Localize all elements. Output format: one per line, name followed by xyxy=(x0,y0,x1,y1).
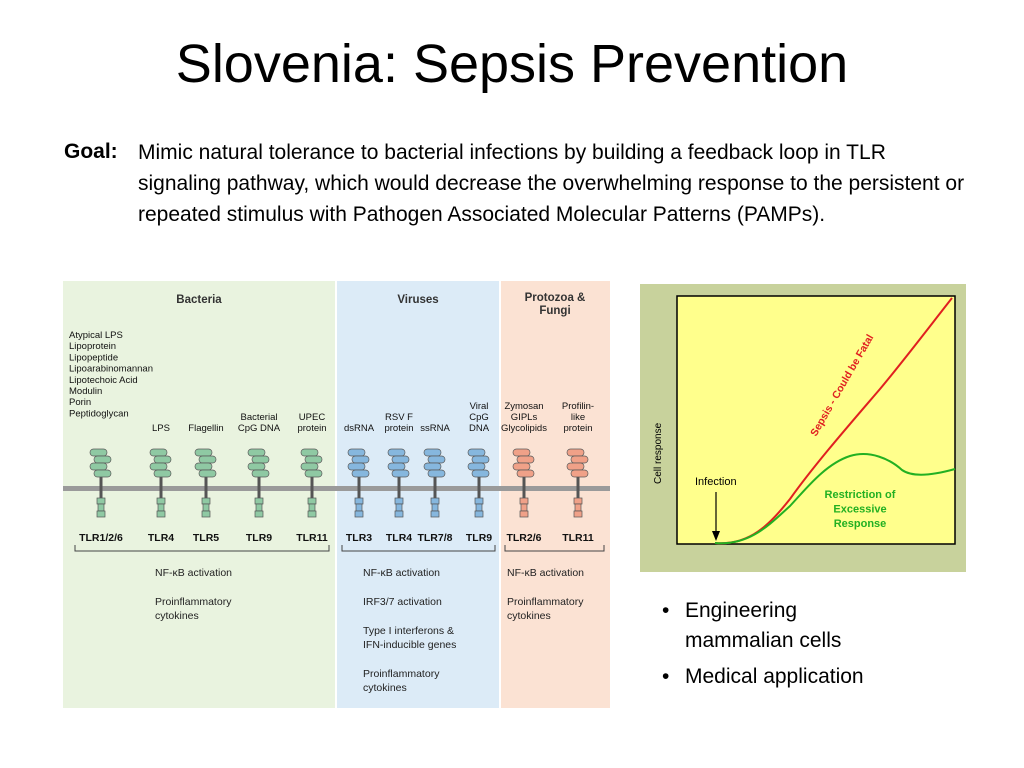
outcome-label: NF-κB activation xyxy=(363,567,441,579)
ligand-label: ssRNA xyxy=(420,423,450,434)
receptor-label: TLR11 xyxy=(562,532,594,544)
ligand-label: Flagellin xyxy=(188,423,224,434)
restriction-label-line: Response xyxy=(833,518,887,530)
membrane xyxy=(63,486,610,491)
ligand-list: Atypical LPS Lipoprotein Lipopeptide Lipoarabinomannan Lipotechoic Acid Modulin Porin Peptidoglycan xyxy=(69,330,153,420)
group-title: Protozoa & Fungi xyxy=(524,292,586,317)
outcome-label: Proinflammatory cytokines xyxy=(507,596,584,622)
receptor-label: TLR3 xyxy=(345,532,373,544)
bullet-text: Medical application xyxy=(685,665,864,688)
receptor-label: TLR9 xyxy=(465,532,493,544)
ligand-label: UPEC protein xyxy=(297,412,327,434)
sepsis-label: Sepsis - Could be Fatal xyxy=(808,332,877,439)
receptor-label: TLR1/2/6 xyxy=(79,532,123,544)
outcome-label: Proinflammatory cytokines xyxy=(155,596,232,622)
y-axis-label: Cell response xyxy=(653,422,664,484)
restriction-label xyxy=(825,489,896,530)
cell-response-chart xyxy=(640,284,966,572)
bullet-item xyxy=(662,662,1002,692)
receptor-label: TLR4 xyxy=(385,532,413,544)
ligand-label: dsRNA xyxy=(343,423,375,434)
outcome-label: Type I interferons & IFN-inducible genes xyxy=(363,625,457,651)
ligand-label: Bacterial CpG DNA xyxy=(237,412,281,434)
group-title: Viruses xyxy=(397,294,439,306)
ligand-label: Viral CpG DNA xyxy=(468,401,490,434)
restriction-label-line: Restriction of xyxy=(824,489,896,501)
infection-label: Infection xyxy=(695,476,737,488)
outcome-label: NF-κB activation xyxy=(507,567,585,579)
receptor-label: TLR2/6 xyxy=(506,532,542,544)
bullet-item xyxy=(662,596,1002,656)
outcome-label: Proinflammatory cytokines xyxy=(363,668,440,694)
receptor-label: TLR9 xyxy=(245,532,273,544)
goal-label: Goal: xyxy=(64,140,118,163)
tlr-pathway-diagram xyxy=(63,281,610,708)
receptor-label: TLR5 xyxy=(192,532,220,544)
slide-title: Slovenia: Sepsis Prevention xyxy=(175,34,849,94)
outcome-label: NF-κB activation xyxy=(155,567,233,579)
restriction-label-line: Excessive xyxy=(833,503,887,516)
bullet-dot-icon: • xyxy=(662,599,670,622)
ligand-label: LPS xyxy=(152,423,170,434)
bullet-dot-icon: • xyxy=(662,665,670,688)
bullet-text: Engineering mammalian cells xyxy=(685,599,842,652)
ligand-label: Profilin-like protein xyxy=(561,401,595,434)
goal-text: Mimic natural tolerance to bacterial infections by building a feedback loop in TLR signaling pathway, which would decrease the overwhelming response to the persistent or repeated stimulus with Pathogen Associated Molecular Patterns (PAMPs). xyxy=(138,141,965,226)
receptor-label: TLR7/8 xyxy=(417,532,453,544)
ligand-label: Zymosan GIPLs Glycolipids xyxy=(501,401,547,434)
bullet-list xyxy=(662,596,1002,698)
group-title: Bacteria xyxy=(176,294,222,306)
receptor-label: TLR4 xyxy=(147,532,175,544)
receptor-label: TLR11 xyxy=(296,532,328,544)
ligand-label: RSV F protein xyxy=(384,412,414,434)
protozoa-panel xyxy=(501,281,610,708)
outcome-label: IRF3/7 activation xyxy=(363,596,442,608)
